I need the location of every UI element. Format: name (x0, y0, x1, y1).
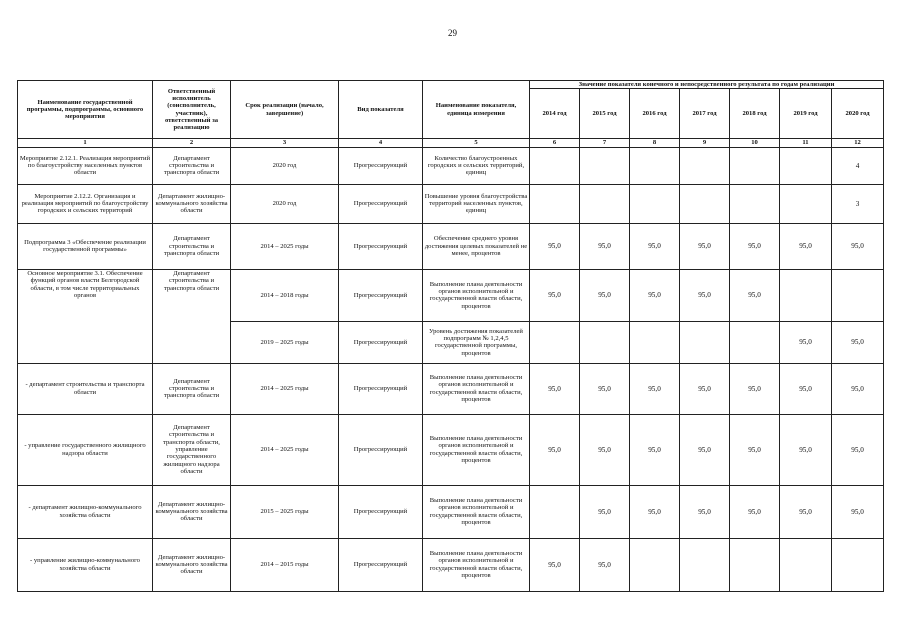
table-row (18, 147, 884, 184)
table-row (18, 485, 884, 538)
column-number: 5 (423, 139, 530, 147)
responsible-cell: Департамент жилищно-коммунального хозяйства области (153, 184, 231, 223)
value-cell (580, 147, 630, 184)
column-number: 10 (730, 139, 780, 147)
value-cell: 95,0 (580, 223, 630, 269)
value-cell: 95,0 (730, 414, 780, 485)
value-cell: 95,0 (530, 414, 580, 485)
column-number: 11 (780, 139, 832, 147)
header-values-group: Значение показателя конечного и непосредственного результата по годам реализации (530, 81, 884, 89)
value-cell: 95,0 (832, 414, 884, 485)
header-year: 2017 год (680, 89, 730, 139)
value-cell (832, 538, 884, 591)
value-cell: 3 (832, 184, 884, 223)
indicator-name-cell: Выполнение плана деятельности органов исполнительной и государственной власти области, процентов (423, 269, 530, 321)
term-cell: 2020 год (231, 184, 339, 223)
value-cell (680, 184, 730, 223)
value-cell: 95,0 (680, 223, 730, 269)
term-cell: 2020 год (231, 147, 339, 184)
value-cell (832, 269, 884, 321)
value-cell: 95,0 (780, 223, 832, 269)
column-number: 9 (680, 139, 730, 147)
indicator-kind-cell: Прогрессирующий (339, 538, 423, 591)
value-cell (680, 538, 730, 591)
value-cell (680, 147, 730, 184)
responsible-cell: Департамент строительства и транспорта области (153, 269, 231, 363)
page-number: 29 (448, 28, 457, 38)
column-number: 2 (153, 139, 231, 147)
indicator-name-cell: Выполнение плана деятельности органов исполнительной и государственной власти области, процентов (423, 363, 530, 414)
column-number: 7 (580, 139, 630, 147)
value-cell (530, 321, 580, 363)
value-cell: 95,0 (730, 223, 780, 269)
value-cell (580, 321, 630, 363)
value-cell: 95,0 (832, 485, 884, 538)
header-year: 2016 год (630, 89, 680, 139)
term-cell: 2019 – 2025 годы (231, 321, 339, 363)
term-cell: 2014 – 2025 годы (231, 363, 339, 414)
value-cell: 95,0 (630, 485, 680, 538)
value-cell (780, 538, 832, 591)
column-number: 4 (339, 139, 423, 147)
value-cell (530, 184, 580, 223)
value-cell: 95,0 (630, 269, 680, 321)
value-cell (780, 147, 832, 184)
indicator-name-cell: Выполнение плана деятельности органов исполнительной и государственной власти области, процентов (423, 485, 530, 538)
header-program: Наименование государственной программы, подпрограммы, основного мероприятия (18, 81, 153, 139)
column-number: 6 (530, 139, 580, 147)
value-cell: 95,0 (680, 414, 730, 485)
value-cell: 95,0 (730, 363, 780, 414)
header-responsible: Ответственный исполнитель (соисполнитель, участник), ответственный за реализацию (153, 81, 231, 139)
indicator-name-cell: Обеспечение среднего уровня достижения целевых показателей не менее, процентов (423, 223, 530, 269)
value-cell (630, 538, 680, 591)
value-cell: 95,0 (580, 485, 630, 538)
value-cell (630, 184, 680, 223)
header-year: 2019 год (780, 89, 832, 139)
value-cell (730, 321, 780, 363)
responsible-cell: Департамент жилищно-коммунального хозяйства области (153, 485, 231, 538)
responsible-cell: Департамент строительства и транспорта области (153, 147, 231, 184)
value-cell: 95,0 (580, 363, 630, 414)
indicator-kind-cell: Прогрессирующий (339, 147, 423, 184)
value-cell: 95,0 (530, 223, 580, 269)
table-row (18, 223, 884, 269)
value-cell (730, 184, 780, 223)
table-row (18, 269, 884, 321)
value-cell: 95,0 (630, 363, 680, 414)
column-number: 3 (231, 139, 339, 147)
column-number: 8 (630, 139, 680, 147)
value-cell: 95,0 (530, 538, 580, 591)
value-cell: 95,0 (630, 223, 680, 269)
value-cell (730, 147, 780, 184)
program-name-cell: - департамент строительства и транспорта области (18, 363, 153, 414)
value-cell (580, 184, 630, 223)
indicator-kind-cell: Прогрессирующий (339, 363, 423, 414)
value-cell: 95,0 (832, 363, 884, 414)
table-row (18, 363, 884, 414)
term-cell: 2014 – 2018 годы (231, 269, 339, 321)
value-cell (730, 538, 780, 591)
value-cell (530, 485, 580, 538)
value-cell: 95,0 (832, 321, 884, 363)
value-cell: 95,0 (780, 321, 832, 363)
table-row (18, 184, 884, 223)
header-term: Срок реализации (начало, завершение) (231, 81, 339, 139)
program-name-cell: - управление государственного жилищного надзора области (18, 414, 153, 485)
header-year: 2020 год (832, 89, 884, 139)
indicator-name-cell: Выполнение плана деятельности органов исполнительной и государственной власти области, процентов (423, 538, 530, 591)
value-cell: 95,0 (680, 363, 730, 414)
value-cell: 95,0 (780, 363, 832, 414)
value-cell: 95,0 (780, 414, 832, 485)
value-cell (630, 147, 680, 184)
column-number: 1 (18, 139, 153, 147)
value-cell: 95,0 (780, 485, 832, 538)
indicator-name-cell: Повышение уровня благоустройства территорий населенных пунктов, единиц (423, 184, 530, 223)
program-name-cell: Мероприятие 2.12.1. Реализация мероприятий по благоустройству населенных пунктов области (18, 147, 153, 184)
program-name-cell: Основное мероприятие 3.1. Обеспечение функций органов власти Белгородской области, в том числе территориальных органов (18, 269, 153, 363)
value-cell: 95,0 (580, 269, 630, 321)
value-cell: 95,0 (832, 223, 884, 269)
term-cell: 2014 – 2015 годы (231, 538, 339, 591)
header-year: 2014 год (530, 89, 580, 139)
value-cell (780, 184, 832, 223)
responsible-cell: Департамент строительства и транспорта области (153, 223, 231, 269)
value-cell (680, 321, 730, 363)
value-cell: 95,0 (630, 414, 680, 485)
term-cell: 2014 – 2025 годы (231, 414, 339, 485)
value-cell (630, 321, 680, 363)
responsible-cell: Департамент жилищно-коммунального хозяйства области (153, 538, 231, 591)
indicator-kind-cell: Прогрессирующий (339, 414, 423, 485)
value-cell: 95,0 (730, 269, 780, 321)
value-cell: 4 (832, 147, 884, 184)
indicator-name-cell: Выполнение плана деятельности органов исполнительной и государственной власти области, процентов (423, 414, 530, 485)
indicator-kind-cell: Прогрессирующий (339, 485, 423, 538)
table-row (18, 538, 884, 591)
program-name-cell: Мероприятие 2.12.2. Организация и реализация мероприятий по благоустройству городских и сельских территорий (18, 184, 153, 223)
indicator-kind-cell: Прогрессирующий (339, 321, 423, 363)
term-cell: 2015 – 2025 годы (231, 485, 339, 538)
value-cell: 95,0 (530, 269, 580, 321)
responsible-cell: Департамент строительства и транспорта области, управление государственного жилищного надзора области (153, 414, 231, 485)
indicator-kind-cell: Прогрессирующий (339, 223, 423, 269)
indicators-table (17, 80, 884, 592)
responsible-cell: Департамент строительства и транспорта области (153, 363, 231, 414)
value-cell: 95,0 (580, 414, 630, 485)
value-cell: 95,0 (530, 363, 580, 414)
value-cell: 95,0 (680, 485, 730, 538)
program-name-cell: Подпрограмма 3 «Обеспечение реализации государственной программы» (18, 223, 153, 269)
indicator-kind-cell: Прогрессирующий (339, 269, 423, 321)
program-name-cell: - департамент жилищно-коммунального хозяйства области (18, 485, 153, 538)
column-number: 12 (832, 139, 884, 147)
value-cell (530, 147, 580, 184)
header-indicator-name: Наименование показателя, единица измерения (423, 81, 530, 139)
indicator-name-cell: Уровень достижения показателей подпрограмм № 1,2,4,5 государственной программы, процентов (423, 321, 530, 363)
indicator-kind-cell: Прогрессирующий (339, 184, 423, 223)
term-cell: 2014 – 2025 годы (231, 223, 339, 269)
column-numbers-row (18, 139, 884, 147)
value-cell: 95,0 (680, 269, 730, 321)
value-cell: 95,0 (730, 485, 780, 538)
header-year: 2015 год (580, 89, 630, 139)
indicator-name-cell: Количество благоустроенных городских и сельских территорий, единиц (423, 147, 530, 184)
table-row (18, 414, 884, 485)
header-indicator-kind: Вид показателя (339, 81, 423, 139)
value-cell (780, 269, 832, 321)
header-year: 2018 год (730, 89, 780, 139)
value-cell: 95,0 (580, 538, 630, 591)
program-name-cell: - управление жилищно-коммунального хозяйства области (18, 538, 153, 591)
